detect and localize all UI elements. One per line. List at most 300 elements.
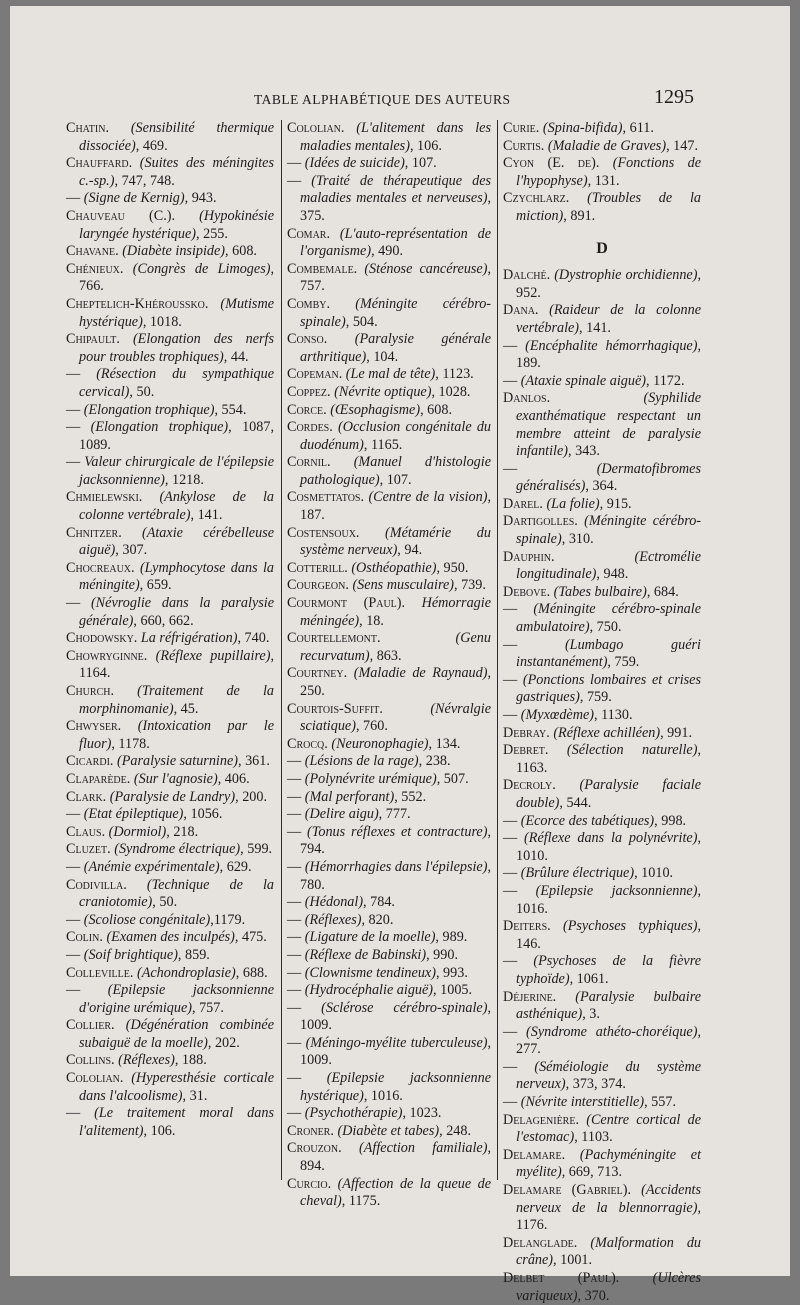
entry-pages: , 1061. (569, 970, 609, 987)
index-entry (66, 1017, 274, 1052)
index-entry (287, 789, 491, 807)
entry-author: Déjerine. (503, 988, 557, 1005)
entry-title: (Le mal de tête) (345, 366, 436, 383)
entry-author: Delanglade. (503, 1234, 578, 1251)
entry-author: Courgeon. (287, 577, 349, 594)
entry-author: Cyon (E. de). (503, 155, 600, 172)
entry-pages: , 760. (355, 718, 388, 735)
entry-pages: , 599. (240, 841, 273, 858)
index-entry (503, 120, 701, 138)
page-number: 1295 (654, 86, 694, 108)
index-entry (66, 454, 274, 489)
index-entry (66, 366, 274, 401)
entry-pages: , 747, 748. (114, 172, 175, 189)
entry-pages: , 147. (666, 137, 698, 154)
entry-pages: , 688. (235, 964, 268, 981)
index-entry (287, 929, 491, 947)
index-entry (503, 637, 701, 672)
entry-author: Combemale. (287, 260, 358, 277)
entry-author: Cluzet. (66, 841, 111, 858)
entry-pages: , 107. (379, 471, 412, 488)
index-entry (66, 296, 274, 331)
entry-pages: , 608. (420, 401, 452, 418)
index-entry (503, 190, 701, 225)
index-entry (287, 1123, 491, 1141)
entry-author: Debret. (503, 742, 549, 759)
entry-author: Cotterill. (287, 559, 348, 576)
entry-pages: , 469. (135, 137, 168, 154)
entry-pages: , 370. (577, 1287, 610, 1304)
entry-title: (Intoxication par le fluor) (79, 718, 274, 752)
entry-title: (Hyperesthésie corticale dans l'alcoolisme) (79, 1070, 274, 1104)
entry-title: (Dégénération combinée subaiguë de la moelle) (79, 1017, 274, 1051)
entry-author: — (503, 707, 518, 723)
entry-pages: , 277. (516, 1023, 701, 1058)
entry-pages: , 891. (563, 207, 596, 224)
index-entry (66, 982, 274, 1017)
entry-author: Colleville. (66, 964, 134, 981)
entry-pages: , 188. (174, 1052, 207, 1069)
index-entry (503, 584, 701, 602)
entry-title: (Lésions de la rage) (304, 753, 419, 770)
index-entry (503, 513, 701, 548)
entry-pages: , 1164. (79, 647, 275, 682)
entry-author: — (287, 999, 302, 1016)
entry-author: Debove. (503, 583, 551, 600)
entry-author: — (287, 172, 302, 189)
entry-author: — (287, 155, 302, 172)
index-entry (503, 813, 701, 831)
entry-author: — (287, 1070, 302, 1087)
index-entry (503, 390, 701, 460)
entry-title: (Delire aigu) (304, 806, 379, 823)
entry-author: Claus. (66, 823, 106, 840)
entry-title: (Anémie expérimentale) (83, 858, 220, 875)
entry-author: Curtis. (503, 137, 545, 154)
entry-pages: , 504. (345, 313, 378, 330)
entry-title: (Examen des inculpés) (106, 929, 235, 946)
entry-title: (Lumbago guéri instantanément) (516, 636, 701, 671)
entry-title: (Congrès de Limoges) (132, 260, 271, 277)
entry-title: (Œsophagisme) (330, 401, 421, 418)
entry-author: Courtney. (287, 665, 348, 682)
entry-title: (Sélection naturelle) (566, 742, 698, 759)
entry-pages: , 1005. (433, 982, 473, 999)
entry-title: (Manuel d'histologie pathologique) (300, 454, 491, 488)
entry-author: — (503, 1058, 518, 1075)
entry-author: Chipault. (66, 331, 120, 348)
entry-pages: , 659. (139, 577, 172, 594)
entry-title: (Osthéopathie) (351, 559, 437, 576)
entry-title: (Suites des méningites c.-sp.) (79, 155, 274, 189)
entry-pages: , 189. (516, 337, 702, 372)
entry-title: (Raideur de la colonne vertébrale) (516, 302, 701, 336)
entry-pages: , 915. (599, 495, 632, 512)
entry-title: (Résection du sympathique cervical) (79, 366, 274, 400)
entry-title: (Névrite optique) (334, 383, 432, 400)
entry-pages: , 200. (235, 788, 268, 805)
entry-title: (Soif brightique) (83, 946, 178, 963)
entry-author: Cololian. (66, 1070, 124, 1087)
entry-title: (Réflexe pupillaire) (155, 647, 271, 664)
entry-author: Chowryginne. (66, 647, 148, 664)
index-entry (66, 525, 274, 560)
entry-author: Courtellemont. (287, 630, 381, 647)
index-entry (287, 806, 491, 824)
entry-pages: , 1178. (111, 735, 150, 752)
index-entry (287, 894, 491, 912)
entry-author: — (66, 419, 81, 436)
index-entry (287, 824, 491, 859)
entry-title: (Elongation des nerfs pour troubles trophiques) (79, 331, 274, 365)
entry-pages: , 307. (115, 542, 148, 559)
entry-pages: , 1172. (646, 372, 685, 389)
index-entry (503, 1094, 701, 1112)
entry-author: Delbet (Paul). (503, 1270, 620, 1286)
entry-pages: , 740. (237, 630, 270, 647)
entry-author: — (66, 595, 81, 612)
entry-title: (Dystrophie orchidienne) (554, 267, 698, 284)
entry-author: — (66, 401, 81, 418)
entry-pages: , 187. (300, 489, 491, 524)
entry-pages: , 1123. (435, 366, 474, 383)
entry-title: (Pachyméningite et myélite) (516, 1146, 702, 1181)
index-entry (66, 419, 274, 454)
entry-author: — (66, 911, 81, 928)
entry-pages: , 759. (579, 689, 612, 706)
entry-title: (Accidents nerveux de la blennorragie) (516, 1182, 701, 1216)
entry-pages: , 406. (217, 770, 250, 787)
index-entry (66, 877, 274, 912)
entry-author: Chwyser. (66, 718, 122, 735)
entry-title: (Paralysie faciale double) (516, 777, 701, 811)
entry-pages: , 629. (219, 858, 252, 875)
index-entry (66, 630, 274, 648)
entry-pages: , 739. (453, 577, 486, 594)
entry-author: Church. (66, 683, 115, 699)
entry-pages: , 998. (654, 812, 687, 829)
entry-author: — (287, 788, 302, 805)
section-letter: D (596, 239, 608, 257)
index-entry (287, 261, 491, 296)
entry-author: Courmont (Paul). (287, 595, 406, 612)
entry-title: (Epilepsie jacksonnienne) (535, 882, 698, 899)
entry-title: (Idées de suicide) (304, 155, 405, 172)
entry-title: (Paralysie générale arthritique) (300, 331, 492, 365)
index-entry (287, 1176, 491, 1211)
entry-author: — (66, 946, 81, 963)
index-entry (503, 461, 701, 496)
index-entry (287, 859, 491, 894)
entry-author: Cheptelich-Khéroussko. (66, 295, 209, 312)
entry-pages: , 361. (237, 753, 270, 770)
entry-pages: , 1163. (516, 742, 701, 776)
entry-title: (Ligature de la moelle) (304, 929, 436, 946)
entry-title: (Séméiologie du système nerveux) (516, 1058, 702, 1093)
entry-title: (Malformation du crâne) (516, 1234, 702, 1269)
entry-author: Chnitzer. (66, 524, 122, 541)
index-entry (287, 982, 491, 1000)
entry-author: — (503, 882, 518, 899)
entry-author: — (287, 1034, 302, 1051)
index-entry (66, 912, 274, 930)
entry-author: Cosmettatos. (287, 489, 365, 506)
entry-author: Dana. (503, 302, 539, 319)
entry-author: — (287, 946, 302, 963)
entry-pages: , 1056. (183, 806, 223, 823)
entry-title: (Traitement de la morphinomanie) (79, 683, 275, 717)
entry-pages: , 1010. (516, 830, 702, 864)
index-entry (287, 1105, 491, 1123)
entry-pages: , 784. (363, 894, 395, 911)
entry-pages: , 1165. (363, 436, 403, 453)
index-entry (287, 419, 491, 454)
entry-pages: , 141. (579, 319, 611, 336)
index-entry (503, 496, 701, 514)
index-entry (287, 1000, 491, 1035)
entry-title: (Elongation trophique) (90, 419, 229, 436)
entry-pages: , 894. (300, 1140, 491, 1175)
entry-author: Colin. (66, 929, 103, 946)
entry-author: Chocreaux. (66, 559, 135, 576)
entry-author: Chodowsky. (66, 630, 138, 647)
entry-title: (Brûlure électrique) (520, 865, 635, 882)
entry-pages: , 104. (366, 348, 399, 365)
entry-title: (Epilepsie jacksonnienne hystérique) (300, 1070, 491, 1104)
entry-title: (Signe de Kernig) (83, 190, 185, 207)
entry-author: Croner. (287, 1122, 334, 1139)
entry-pages: , 1016. (363, 1087, 403, 1104)
index-entry (287, 1035, 491, 1070)
entry-title: (Paralysie bulbaire asthénique) (516, 988, 701, 1023)
entry-author: — (287, 911, 302, 928)
entry-pages: , 50. (152, 894, 178, 911)
entry-author: Coppez. (287, 383, 331, 400)
entry-title: (Maladie de Graves) (547, 137, 667, 154)
entry-pages: , 373, 374. (565, 1076, 626, 1093)
index-entry (503, 953, 701, 988)
entry-author: — (66, 1105, 81, 1122)
entry-pages: , 1130. (594, 707, 633, 723)
entry-pages: , 552. (394, 788, 427, 805)
entry-title: Hémorragie méningée) (300, 595, 491, 629)
index-entry (287, 771, 491, 789)
entry-author: — (287, 753, 302, 770)
index-entry (503, 1147, 701, 1182)
entry-title: (Diabète et tabes) (337, 1122, 440, 1139)
entry-title: (Hydrocéphalie aiguë) (304, 982, 434, 999)
entry-pages: , 1028. (431, 383, 471, 400)
entry-title: (Ankylose de la colonne vertébrale) (79, 489, 275, 524)
page-header (74, 86, 694, 116)
entry-pages: , 794. (300, 823, 492, 858)
entry-author: Dartigolles. (503, 513, 578, 530)
entry-title: (Le traitement moral dans l'alitement) (79, 1105, 274, 1139)
index-entry (66, 824, 274, 842)
index-entry (66, 965, 274, 983)
entry-pages: , 660, 662. (133, 612, 194, 629)
index-entry (66, 560, 274, 595)
index-entry (287, 701, 491, 736)
entry-title: La réfrigération) (140, 630, 238, 647)
index-entry (503, 338, 701, 373)
entry-pages: , 364. (585, 478, 618, 495)
entry-author: — (503, 636, 518, 653)
entry-title: (L'alitement dans les maladies mentales) (300, 120, 491, 154)
entry-pages: , 1218. (164, 471, 204, 488)
entry-author: — (287, 894, 302, 911)
index-entry (287, 226, 491, 261)
entry-author: Cornil. (287, 454, 331, 471)
entry-title: (Diabète insipide) (122, 243, 226, 260)
entry-pages: , 780. (300, 858, 491, 893)
entry-pages: , 943. (184, 190, 217, 207)
index-entry (66, 683, 274, 718)
index-entry (66, 648, 274, 683)
entry-title: (Myxœdème) (520, 707, 594, 723)
entry-pages: , 146. (516, 918, 701, 952)
entry-title: (Occlusion congénitale du duodénum) (300, 419, 492, 453)
entry-author: — (503, 337, 518, 354)
entry-author: Clark. (66, 788, 107, 805)
entry-author: Chauffard. (66, 155, 133, 172)
entry-author: — (66, 454, 81, 471)
entry-author: Costensoux. (287, 524, 360, 541)
index-entry (287, 120, 491, 155)
entry-author: Copeman. (287, 366, 343, 383)
entry-title: (Lymphocytose dans la méningite) (79, 559, 274, 594)
entry-author: Curcio. (287, 1175, 332, 1192)
entry-pages: , 44. (223, 348, 249, 365)
index-entry (287, 173, 491, 226)
entry-author: — (66, 858, 81, 875)
entry-pages: , 107. (404, 155, 437, 172)
entry-author: — (503, 1023, 518, 1040)
entry-pages: , 1009. (300, 1034, 492, 1069)
entry-author: Codivilla. (66, 876, 127, 893)
entry-pages: , 218. (166, 823, 199, 840)
entry-author: — (287, 823, 302, 840)
entry-pages: , 820. (361, 911, 394, 928)
entry-author: — (503, 372, 518, 389)
entry-title: (Ulcères variqueux) (516, 1270, 701, 1304)
index-entry (503, 601, 701, 636)
entry-author: Crocq. (287, 735, 328, 752)
entry-title: (Elongation trophique) (83, 401, 215, 418)
index-entry (66, 261, 274, 296)
entry-pages: , 684. (646, 583, 679, 600)
index-entry (66, 489, 274, 524)
entry-title: (Traité de thérapeutique des maladies mentales et nerveuses) (300, 172, 492, 207)
index-entry (287, 665, 491, 700)
entry-title: (Troubles de la miction) (516, 190, 702, 224)
entry-pages: , 238. (418, 753, 451, 770)
index-entry (503, 373, 701, 391)
entry-pages: , 750. (589, 619, 622, 636)
index-entry (287, 1140, 491, 1175)
entry-author: Chavane. (66, 243, 119, 260)
entry-pages: , 94. (397, 542, 423, 559)
entry-title: (Ectromélie longitudinale) (516, 548, 701, 583)
index-entry (503, 267, 701, 302)
entry-author: — (66, 806, 81, 823)
entry-pages: , 611. (622, 120, 654, 136)
entry-author: Cordes. (287, 419, 333, 436)
entry-author: Conso. (287, 331, 328, 348)
entry-title: (Affection familiale) (359, 1140, 488, 1157)
index-entry (287, 947, 491, 965)
entry-pages: , 1010. (634, 865, 674, 882)
entry-title: (Syndrome athéto-choréique) (526, 1023, 698, 1040)
entry-pages: , 757. (191, 999, 224, 1016)
entry-pages: , 1001. (553, 1252, 593, 1269)
entry-title: (Polynévrite urémique) (304, 770, 437, 787)
index-entry (66, 859, 274, 877)
index-entry (503, 777, 701, 812)
entry-title: (Psychoses typhiques) (563, 918, 698, 935)
index-entry (503, 302, 701, 337)
index-entry (66, 243, 274, 261)
entry-author: Chatin. (66, 120, 110, 136)
entry-author: — (287, 770, 302, 787)
index-entry (66, 753, 274, 771)
entry-title: (Sténose cancéreuse) (364, 260, 488, 277)
entry-pages: , 31. (182, 1087, 208, 1104)
index-entry (503, 155, 701, 190)
entry-author: Delagenière. (503, 1111, 579, 1128)
entry-author: Collins. (66, 1052, 115, 1069)
entry-title: (Ecorce des tabétiques) (520, 812, 655, 829)
entry-pages: , 554. (214, 401, 247, 418)
entry-author: Cololian. (287, 120, 345, 136)
entry-pages: , 106. (409, 137, 442, 154)
entry-pages: , 375. (300, 190, 491, 224)
entry-title: (Névrite interstitielle) (520, 1094, 645, 1111)
entry-title: (Névroglie dans la paralysie générale) (79, 595, 274, 629)
entry-author: — (66, 982, 81, 999)
entry-pages: , 766. (79, 260, 274, 295)
entry-author: — (287, 982, 302, 999)
entry-pages: , 255. (196, 225, 228, 242)
index-entry (503, 1235, 701, 1270)
entry-author: Delamare (Gabriel). (503, 1182, 632, 1199)
index-entry (66, 1105, 274, 1140)
entry-title: (Scoliose congénitale) (83, 911, 211, 928)
entry-pages: , 3. (582, 1006, 600, 1023)
entry-pages: , 991. (660, 724, 692, 741)
entry-pages: , 1103. (574, 1129, 613, 1146)
index-entry (287, 965, 491, 983)
entry-title: (Epilepsie jacksonnienne d'origine urémique) (79, 982, 274, 1016)
entry-pages: ,1179. (210, 911, 246, 928)
entry-author: — (503, 460, 518, 477)
index-entry (287, 595, 491, 630)
entry-author: Delamare. (503, 1146, 566, 1163)
index-entry (287, 753, 491, 771)
entry-title: (Etat épileptique) (83, 806, 184, 823)
entry-pages: , 757. (300, 260, 491, 295)
index-entry (503, 830, 701, 865)
entry-author: Czychlarz. (503, 190, 570, 207)
index-entry (503, 138, 701, 156)
index-column-2 (287, 120, 491, 1211)
entry-pages: , 863. (369, 647, 402, 664)
entry-pages: , 45. (173, 700, 199, 717)
entry-author: Curie. (503, 120, 540, 136)
entry-pages: , 1176. (516, 1199, 701, 1234)
entry-author: Comby. (287, 295, 331, 312)
index-entry (287, 1070, 491, 1105)
